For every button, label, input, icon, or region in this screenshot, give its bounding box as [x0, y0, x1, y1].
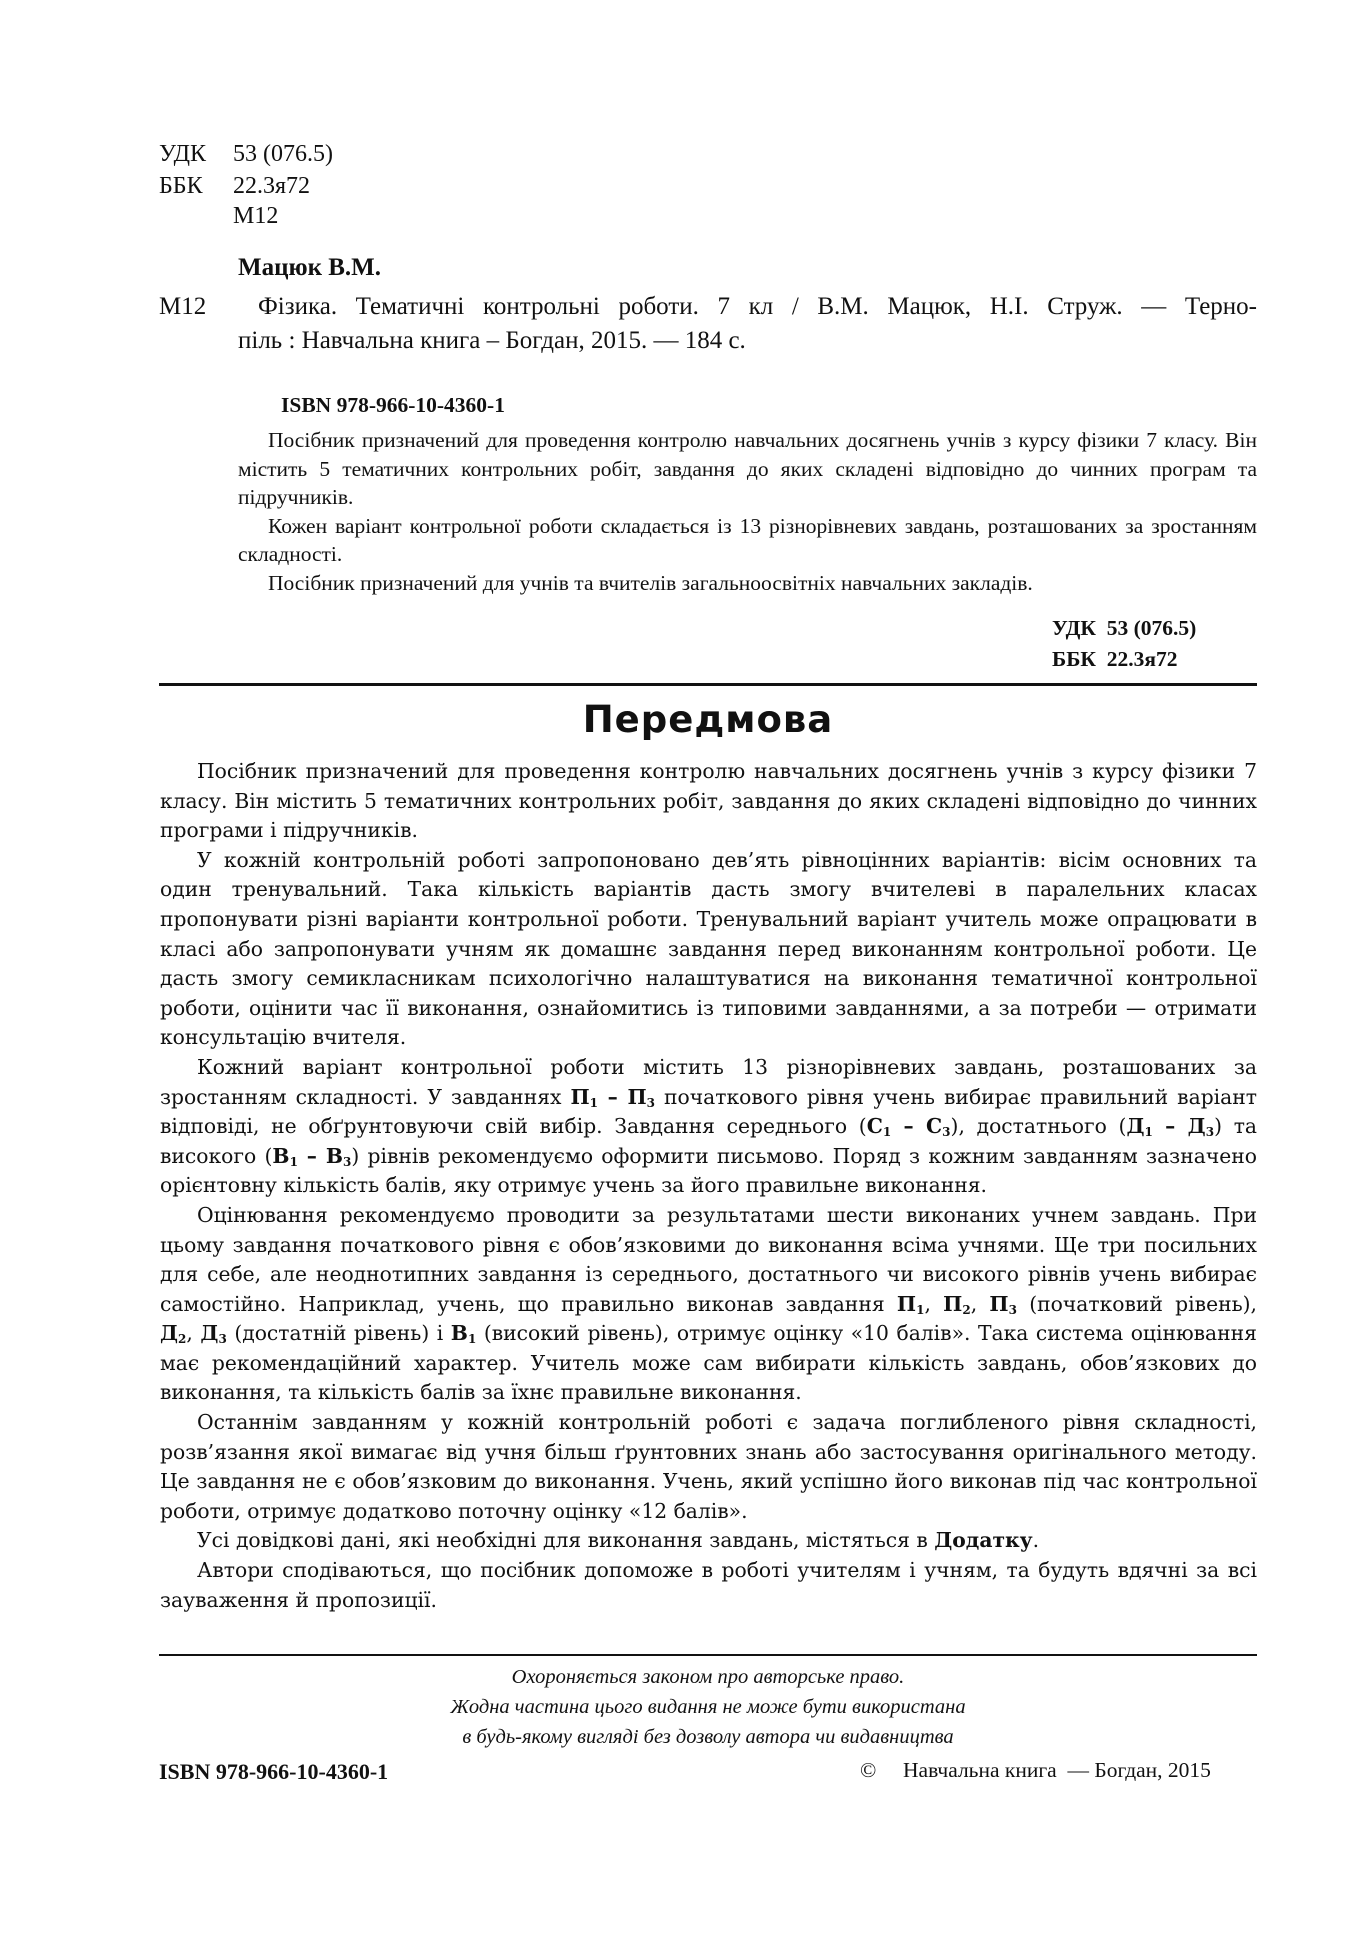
bibliography-code: М12	[159, 293, 207, 320]
top-divider	[159, 683, 1257, 686]
annotation-paragraph-3: Посібник призначений для учнів та вчителів загальноосвітніх навчальних закладів.	[268, 570, 1033, 595]
copyright-line-1: Охороняється законом про авторське право.	[511, 1666, 905, 1688]
footer-publisher: Навчальна книга — Богдан, 2015	[903, 1758, 1211, 1782]
annotation-isbn: ISBN 978-966-10-4360-1	[281, 393, 505, 417]
bbk-label: ББК	[159, 173, 203, 199]
preface-paragraph-7: Автори сподіваються, що посібник допоможе в роботі учителям і учням, та будуть вдячні за всі зауваження й пропозиції.	[160, 1558, 1257, 1612]
footer-isbn: ISBN 978-966-10-4360-1	[159, 1759, 389, 1784]
udk-line	[159, 138, 333, 171]
preface-paragraph-3: Кожний варіант контрольної роботи містить 13 різнорівневих завдань, розташованих за зростанням складності. У завданнях $П_1 - П_3$ початкового рівня учень вибирає правильний варіант відповіді, не обґрунтовуючи свій вибір. Завдання середнього $(С_1 - С_3)$, достатнього $(Д_1 - Д_3)$ та високого $(В_1 - В_3)$ рівнів рекомендуємо оформити письмово. Поряд з кожним завданням зазначено орієнтовну кількість балів, яку отримує учень за його правильне виконання.	[160, 1054, 1258, 1198]
udk-label: УДК	[159, 141, 206, 167]
preface-paragraph-6: Усі довідкові дані, які необхідні для виконання завдань, містяться в Додатку.	[197, 1528, 1040, 1553]
bibliography-line-2: піль : Навчальна книга – Богдан, 2015. — 184 с.	[238, 327, 746, 354]
preface-title: Передмова	[582, 698, 834, 741]
copyright-notice	[159, 1662, 1257, 1752]
preface-paragraph-2: У кожній контрольній роботі запропоновано дев’ять рівноцінних варіантів: вісім основних та один тренувальний. Така кількість варіантів дасть змогу вчителеві в паралельних класах пропонувати різні варіанти контрольної роботи. Тренувальний варіант учитель може опрацювати в класі або запропонувати учням як домашнє завдання перед виконанням контрольної роботи. Це дасть змогу семикласникам психологічно налаштуватися на виконання тематичної контрольної роботи, оцінити час її виконання, ознайомитись із типовими завданнями, а за потреби — отримати консультацію вчителя.	[160, 847, 1257, 1050]
bottom-divider	[159, 1654, 1257, 1656]
annotation-bbk: ББК 22.3я72	[1052, 647, 1178, 671]
preface-paragraph-4: Оцінювання рекомендуємо проводити за результатами шести виконаних учнем завдань. При цьому завдання початкового рівня є обов’язковими до виконання всіма учнями. Ще три посильних для себе, але неоднотипних завдання із середнього, достатнього чи високого рівнів учень вибирає самостійно. Наприклад, учень, що правильно виконав завдання $П_1$, $П_2$, $П_3$ (початковий рівень), $Д_2$, $Д_3$ (достатній рівень) і $В_1$ (високий рівень), отримує оцінку «10 балів». Така система оцінювання має рекомендаційний характер. Учитель може сам вибирати кількість завдань, обов’язкових до виконання, та кількість балів за їхнє правильне виконання.	[160, 1202, 1257, 1405]
annotation-paragraph-2: Кожен варіант контрольної роботи складається із 13 різнорівневих завдань, розташованих за зростанням складності.	[238, 513, 1257, 566]
annotation-paragraph-1: Посібник призначений для проведення контролю навчальних досягнень учнів з курсу фізики 7 класу. Він містить 5 тематичних контрольних робіт, завдання до яких складені відповідно до чинних програм та підручників.	[238, 428, 1257, 509]
bbk-value: 22.3я72	[233, 173, 311, 199]
annotation-text	[238, 426, 1257, 597]
copyright-line-3: в будь-якому вигляді без дозволу автора чи видавництва	[462, 1726, 954, 1748]
udk-value: 53 (076.5)	[233, 141, 333, 167]
copyright-symbol: ©	[860, 1758, 877, 1782]
preface-paragraph-1: Посібник призначений для проведення контролю навчальних досягнень учнів з курсу фізики 7 класу. Він містить 5 тематичних контрольних робіт, завдання до яких складені відповідно до чинних програми і підручників.	[160, 759, 1257, 843]
author-name: Мацюк В.М.	[238, 254, 382, 281]
preface-body	[160, 757, 1257, 1615]
preface-paragraph-5: Останнім завданням у кожній контрольній роботі є задача поглибленого рівня складності, розв’язання якої вимагає від учня більш ґрунтовних знань або застосування оригінального методу. Це завдання не є обов’язковим до виконання. Учень, який успішно його виконав під час контрольної роботи, отримує додатково поточну оцінку «12 балів».	[160, 1410, 1257, 1523]
classification-code: М12	[233, 203, 279, 229]
annotation-udk: УДК 53 (076.5)	[1052, 616, 1197, 640]
bibliography-line-1: Фізика. Тематичні контрольні роботи. 7 кл / В.М. Мацюк, Н.І. Струж. — Терно-	[258, 293, 1257, 320]
copyright-line-2: Жодна частина цього видання не може бути використана	[450, 1696, 966, 1718]
bbk-line	[159, 170, 310, 203]
